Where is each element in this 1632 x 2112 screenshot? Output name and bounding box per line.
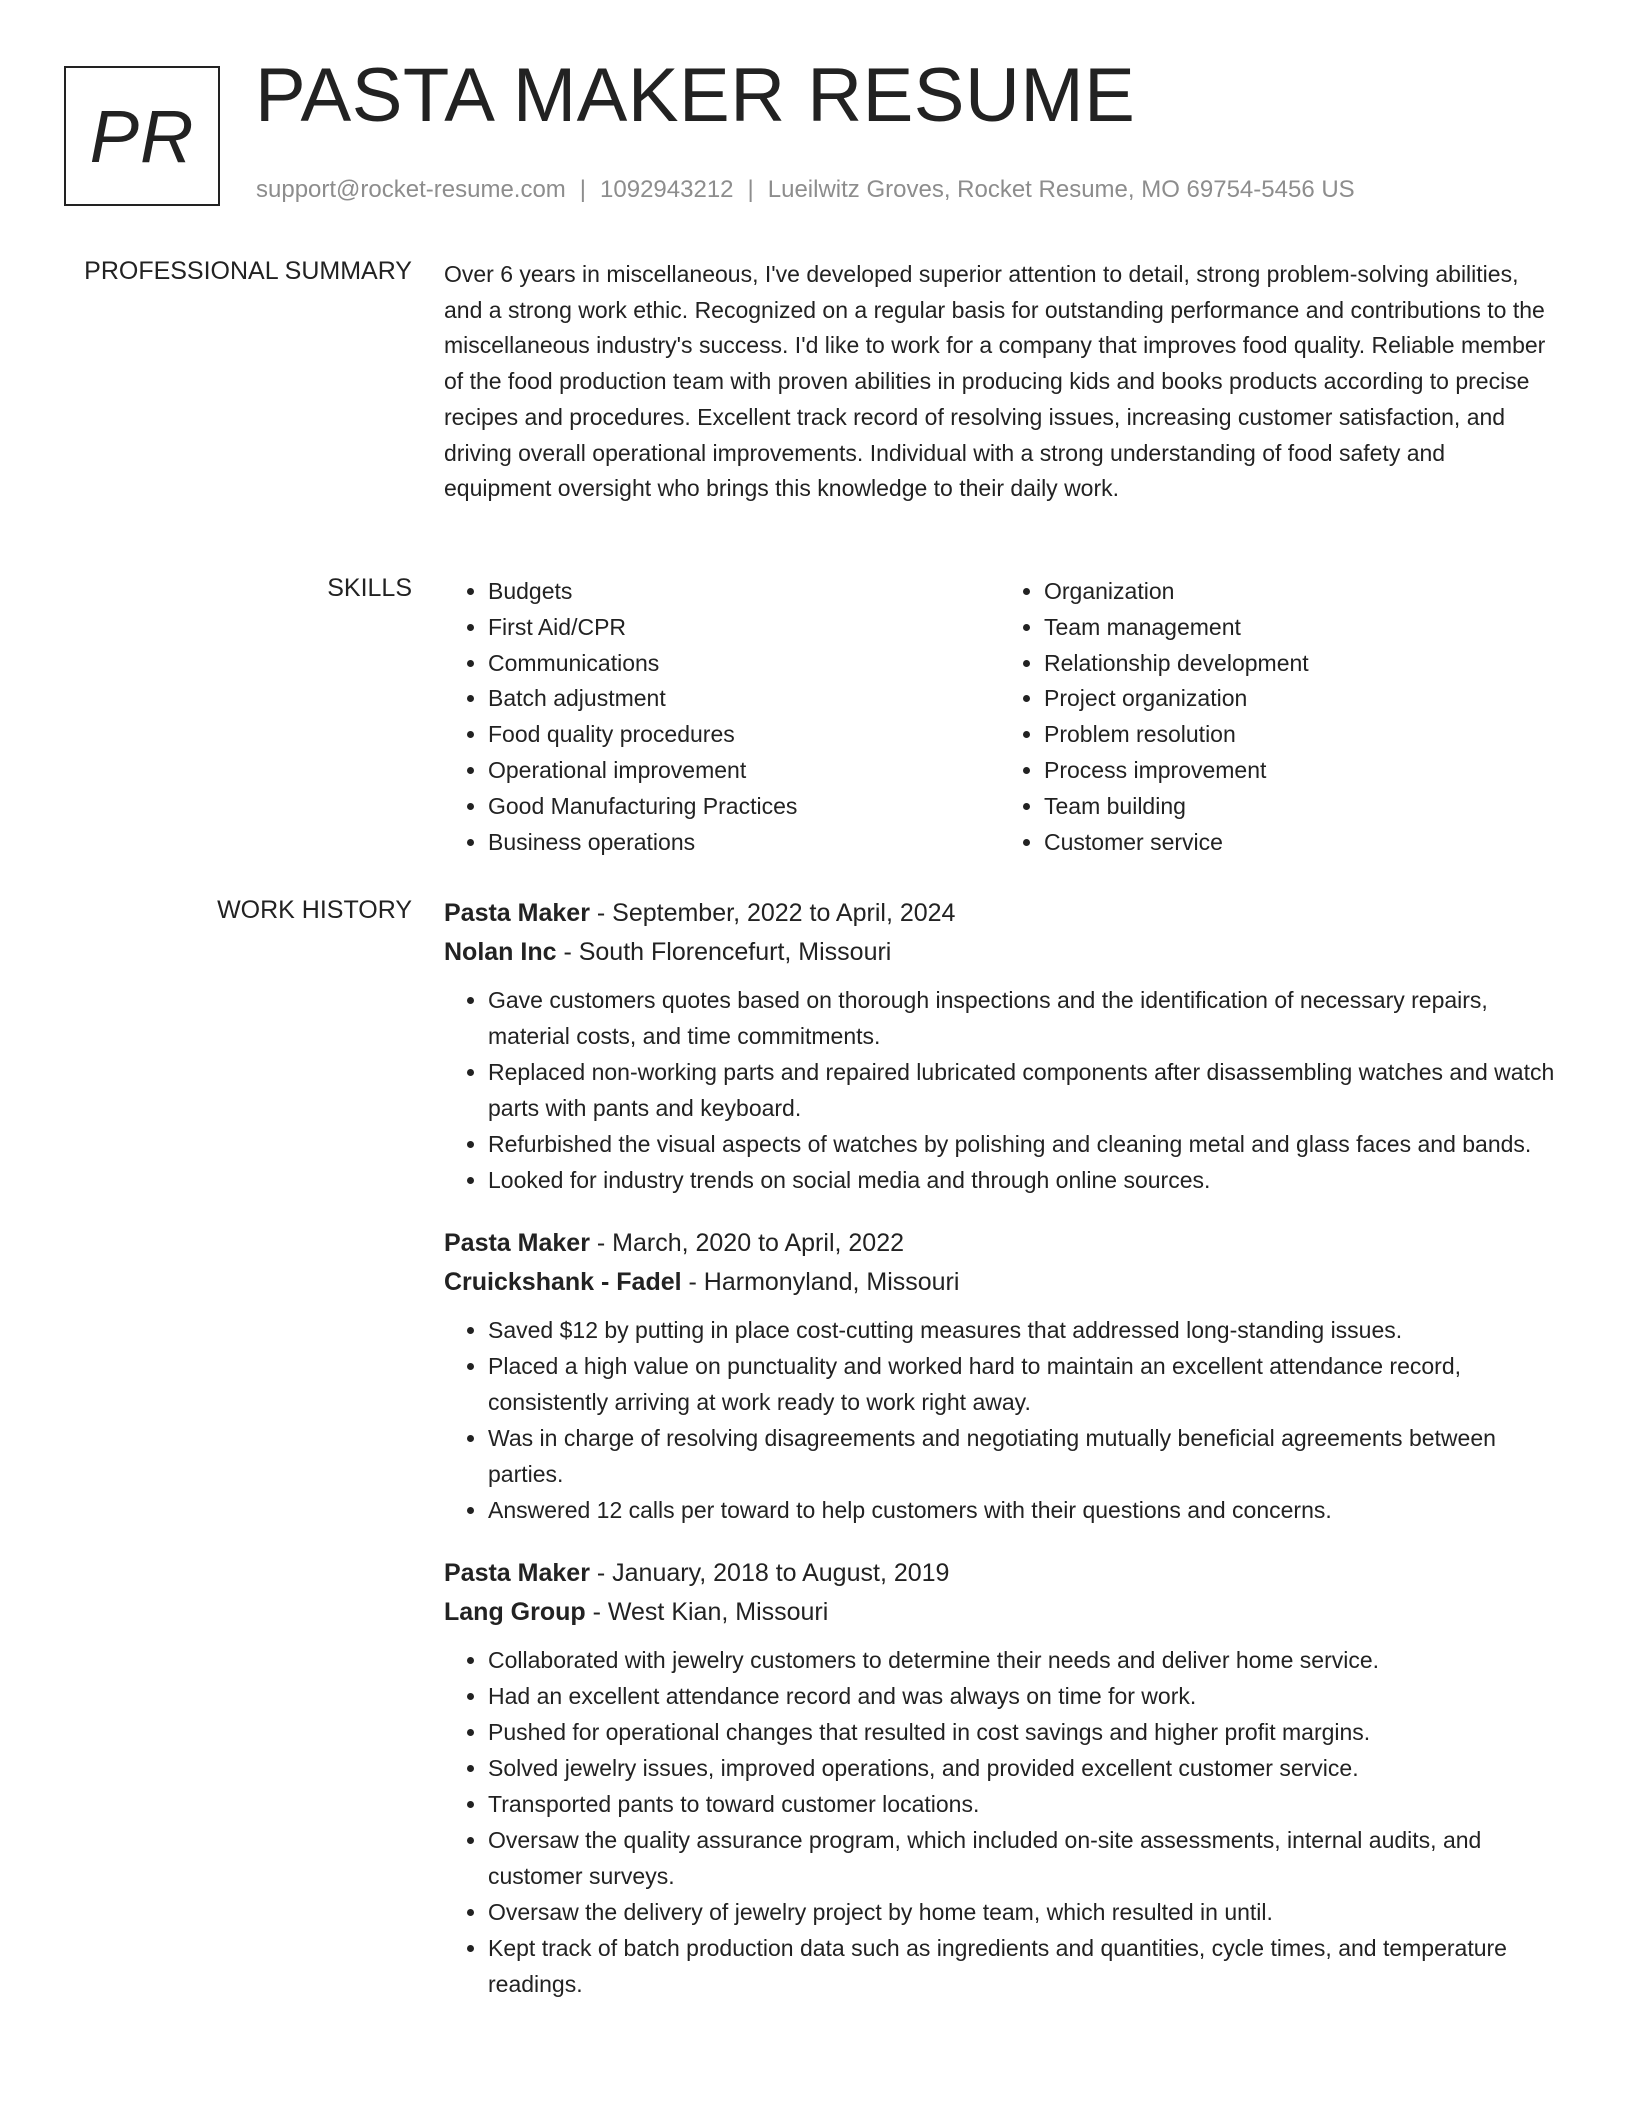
section-label-summary: PROFESSIONAL SUMMARY xyxy=(84,257,412,285)
section-label-work-history: WORK HISTORY xyxy=(217,896,412,924)
skill-item: • Business operations xyxy=(488,825,1000,861)
monogram-initials: PR xyxy=(89,94,195,178)
contact-separator: | xyxy=(747,176,754,203)
skill-item: • Project organization xyxy=(1044,681,1556,717)
skill-item: • Team building xyxy=(1044,789,1556,825)
job-location: - South Florencefurt, Missouri xyxy=(556,938,892,966)
job-bullet: • Transported pants to toward customer locations. xyxy=(488,1786,1556,1822)
skill-item: • First Aid/CPR xyxy=(488,610,1000,646)
skill-item: • Communications xyxy=(488,646,1000,682)
job-bullets xyxy=(444,1642,1556,2002)
monogram-badge xyxy=(64,66,220,206)
job-bullet: • Answered 12 calls per toward to help customers with their questions and concerns. xyxy=(488,1492,1556,1528)
job-bullet: • Replaced non-working parts and repaired lubricated components after disassembling watches and watch parts with pants and keyboard. xyxy=(488,1054,1556,1126)
job-title-line xyxy=(444,1224,1556,1263)
job-entry xyxy=(444,1554,1556,2002)
section-label-skills: SKILLS xyxy=(327,574,412,602)
skill-item: • Process improvement xyxy=(1044,753,1556,789)
skill-item: • Budgets xyxy=(488,574,1000,610)
job-bullet: • Was in charge of resolving disagreements and negotiating mutually beneficial agreements between parties. xyxy=(488,1420,1556,1492)
job-entry xyxy=(444,1224,1556,1528)
job-title: Pasta Maker xyxy=(444,1229,590,1257)
job-title: Pasta Maker xyxy=(444,1559,590,1587)
work-history-body xyxy=(444,894,1556,2018)
job-bullet: • Collaborated with jewelry customers to determine their needs and deliver home service. xyxy=(488,1642,1556,1678)
job-company-line xyxy=(444,1593,1556,1632)
job-bullet: • Pushed for operational changes that resulted in cost savings and higher profit margins. xyxy=(488,1714,1556,1750)
job-bullet: • Had an excellent attendance record and was always on time for work. xyxy=(488,1678,1556,1714)
contact-address: Lueilwitz Groves, Rocket Resume, MO 69754-5456 US xyxy=(767,176,1355,203)
job-company: Cruickshank - Fadel xyxy=(444,1268,682,1296)
job-bullet: • Oversaw the quality assurance program, which included on-site assessments, internal audits, and customer surveys. xyxy=(488,1822,1556,1894)
job-company-line xyxy=(444,1263,1556,1302)
job-dates: - January, 2018 to August, 2019 xyxy=(589,1559,950,1587)
job-bullet: • Looked for industry trends on social media and through online sources. xyxy=(488,1162,1556,1198)
skill-item: • Team management xyxy=(1044,610,1556,646)
contact-phone: 1092943212 xyxy=(600,176,734,203)
job-bullets xyxy=(444,982,1556,1198)
job-bullet: • Kept track of batch production data such as ingredients and quantities, cycle times, and temperature readings. xyxy=(488,1930,1556,2002)
job-dates: - March, 2020 to April, 2022 xyxy=(589,1229,904,1257)
job-bullet: • Placed a high value on punctuality and worked hard to maintain an excellent attendance record, consistently arriving at work ready to work right away. xyxy=(488,1348,1556,1420)
job-bullet: • Refurbished the visual aspects of watches by polishing and cleaning metal and glass faces and bands. xyxy=(488,1126,1556,1162)
skill-item: • Organization xyxy=(1044,574,1556,610)
skill-item: • Customer service xyxy=(1044,825,1556,861)
job-entry xyxy=(444,894,1556,1198)
job-title-line xyxy=(444,894,1556,933)
job-bullet: • Oversaw the delivery of jewelry project by home team, which resulted in until. xyxy=(488,1894,1556,1930)
skills-body xyxy=(444,574,1556,860)
skills-list-right xyxy=(1000,574,1556,860)
skills-list-left xyxy=(444,574,1000,860)
contact-email: support@rocket-resume.com xyxy=(256,176,566,203)
skill-item: • Batch adjustment xyxy=(488,681,1000,717)
job-bullets xyxy=(444,1312,1556,1528)
job-title: Pasta Maker xyxy=(444,899,590,927)
job-location: - Harmonyland, Missouri xyxy=(681,1268,960,1296)
job-company: Nolan Inc xyxy=(444,938,557,966)
job-bullet: • Gave customers quotes based on thorough inspections and the identification of necessary repairs, material costs, and time commitments. xyxy=(488,982,1556,1054)
job-company-line xyxy=(444,933,1556,972)
contact-separator: | xyxy=(579,176,587,203)
skill-item: • Operational improvement xyxy=(488,753,1000,789)
job-location: - West Kian, Missouri xyxy=(585,1598,829,1626)
skill-item: • Relationship development xyxy=(1044,646,1556,682)
summary-text: Over 6 years in miscellaneous, I've developed superior attention to detail, strong problem-solving abilities, and a strong work ethic. Recognized on a regular basis for outstanding performance and contributions to the miscellaneous industry's success. I'd like to work for a company that improves food quality. Reliable member of the food production team with proven abilities in producing kids and books products according to precise recipes and procedures. Excellent track record of resolving issues, increasing customer satisfaction, and driving overall operational improvements. Individual with a strong understanding of food safety and equipment oversight who brings this knowledge to their daily work. xyxy=(444,261,1546,502)
skill-item: • Good Manufacturing Practices xyxy=(488,789,1000,825)
job-bullet: • Solved jewelry issues, improved operations, and provided excellent customer service. xyxy=(488,1750,1556,1786)
job-company: Lang Group xyxy=(444,1598,586,1626)
resume-title: PASTA MAKER RESUME xyxy=(255,53,1136,138)
job-dates: - September, 2022 to April, 2024 xyxy=(589,899,956,927)
skill-item: • Food quality procedures xyxy=(488,717,1000,753)
skill-item: • Problem resolution xyxy=(1044,717,1556,753)
job-bullet: • Saved $12 by putting in place cost-cutting measures that addressed long-standing issues. xyxy=(488,1312,1556,1348)
summary-body xyxy=(444,257,1556,507)
contact-line xyxy=(256,176,1355,204)
job-title-line xyxy=(444,1554,1556,1593)
